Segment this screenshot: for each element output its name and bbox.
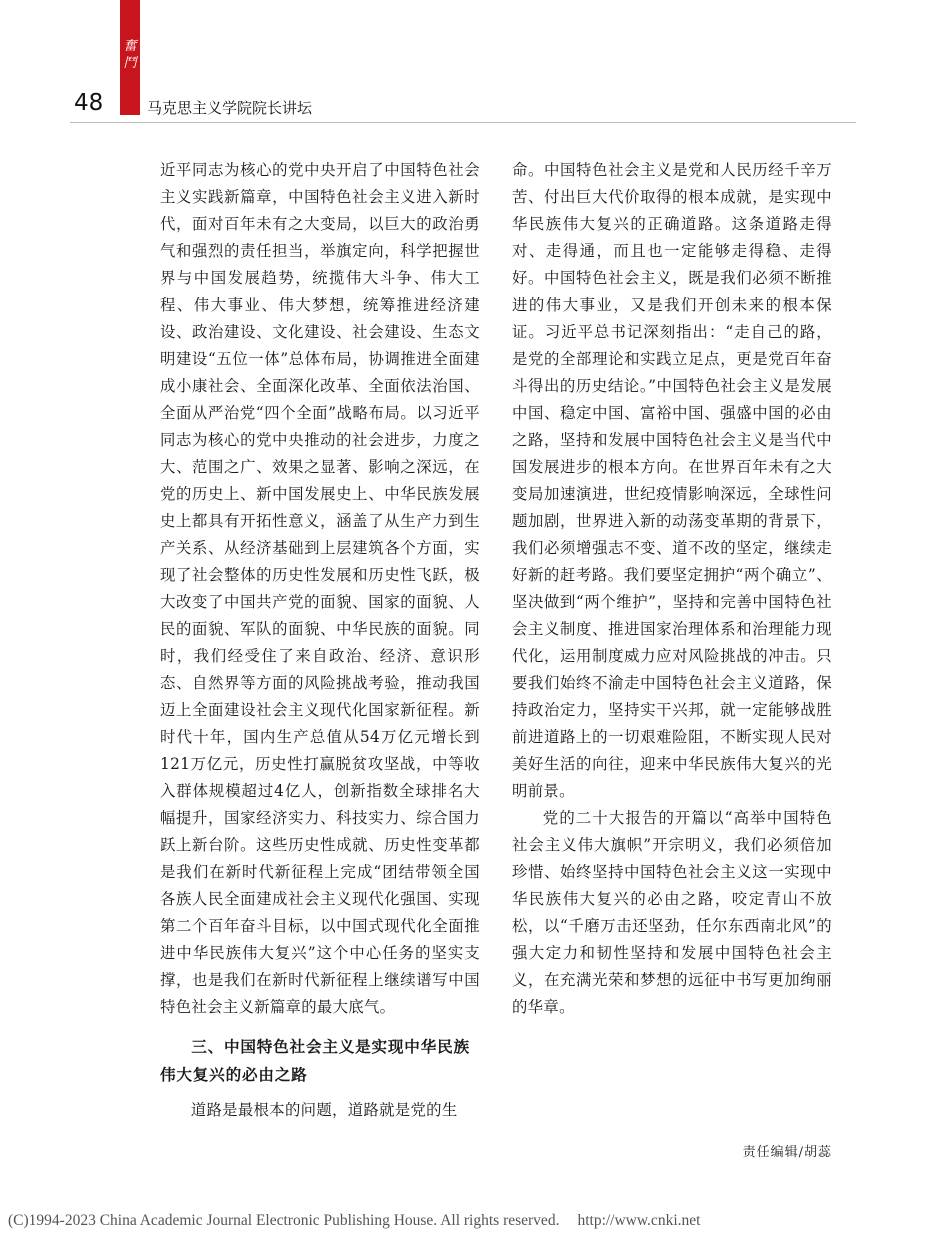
journal-logo: 奮鬥 (123, 39, 137, 71)
copyright-footer (8, 1212, 700, 1230)
body-paragraph: 命。中国特色社会主义是党和人民历经千辛万苦、付出巨大代价取得的根本成就，是实现中华民族伟大复兴的正确道路。这条道路走得对、走得通，而且也一定能够走得稳、走得好。中国特色社会主义，既是我们必须不断推进的伟大事业，又是我们开创未来的根本保证。习近平总书记深刻指出：“走自己的路，是党的全部理论和实践立足点，更是党百年奋斗得出的历史结论。”中国特色社会主义是发展中国、稳定中国、富裕中国、强盛中国的必由之路，坚持和发展中国特色社会主义是当代中国发展进步的根本方向。在世界百年未有之大变局加速演进，世纪疫情影响深远，全球性问题加剧，世界进入新的动荡变革期的背景下，我们必须增强志不变、道不改的坚定，继续走好新的赶考路。我们要坚定拥护“两个确立”、坚决做到“两个维护”，坚持和完善中国特色社会主义制度、推进国家治理体系和治理能力现代化，运用制度威力应对风险挑战的冲击。只要我们始终不渝走中国特色社会主义道路，保持政治定力，坚持实干兴邦，就一定能够战胜前进道路上的一切艰难险阻，不断实现人民对美好生活的向往，迎来中华民族伟大复兴的光明前景。 (512, 161, 832, 800)
footer-url[interactable]: http://www.cnki.net (577, 1212, 701, 1229)
body-paragraph: 近平同志为核心的党中央开启了中国特色社会主义实践新篇章，中国特色社会主义进入新时代，面对百年未有之大变局，以巨大的政治勇气和强烈的责任担当，举旗定向，科学把握世界与中国发展趋势，统揽伟大斗争、伟大工程、伟大事业、伟大梦想，统筹推进经济建设、政治建设、文化建设、社会建设、生态文明建设“五位一体”总体布局，协调推进全面建成小康社会、全面深化改革、全面依法治国、全面从严治党“四个全面”战略布局。以习近平同志为核心的党中央推动的社会进步，力度之大、范围之广、效果之显著、影响之深远，在党的历史上、新中国发展史上、中华民族发展史上都具有开拓性意义，涵盖了从生产力到生产关系、从经济基础到上层建筑各个方面，实现了社会整体的历史性发展和历史性飞跃，极大改变了中国共产党的面貌、国家的面貌、人民的面貌、军队的面貌、中华民族的面貌。同时，我们经受住了来自政治、经济、意识形态、自然界等方面的风险挑战考验，推动我国迈上全面建设社会主义现代化国家新征程。新时代十年，国内生产总值从54万亿元增长到121万亿元，历史性打赢脱贫攻坚战，中等收入群体规模超过4亿人，创新指数全球排名大幅提升，国家经济实力、科技实力、综合国力跃上新台阶。这些历史性成就、历史性变革都是我们在新时代新征程上完成“团结带领全国各族人民全面建成社会主义现代化强国、实现第二个百年奋斗目标，以中国式现代化全面推进中华民族伟大复兴”这个中心任务的坚实支撑，也是我们在新时代新征程上继续谱写中国特色社会主义新篇章的最大底气。 (160, 161, 480, 1016)
body-paragraph: 道路是最根本的问题，道路就是党的生 (190, 1101, 458, 1119)
page-number: 48 (74, 90, 104, 116)
body-paragraph: 党的二十大报告的开篇以“高举中国特色社会主义伟大旗帜”开宗明义，我们必须倍加珍惜、始终坚持中国特色社会主义这一实现中华民族伟大复兴的必由之路，咬定青山不放松，以“千磨万击还坚劲，任尔东西南北风”的强大定力和韧性坚持和发展中国特色社会主义，在充满光荣和梦想的远征中书写更加绚丽的华章。 (512, 809, 832, 1016)
header-divider (70, 122, 856, 123)
copyright-text: (C)1994-2023 China Academic Journal Electronic Publishing House. All rights reserved. (8, 1212, 560, 1229)
running-header-title: 马克思主义学院院长讲坛 (147, 99, 313, 117)
responsible-editor: 责任编辑/胡蕊 (742, 1145, 832, 1160)
journal-logo-tab (120, 0, 140, 115)
left-column (160, 157, 480, 1124)
section-heading: 三、中国特色社会主义是实现中华民族伟大复兴的必由之路 (160, 1038, 470, 1084)
right-column (512, 157, 832, 1021)
